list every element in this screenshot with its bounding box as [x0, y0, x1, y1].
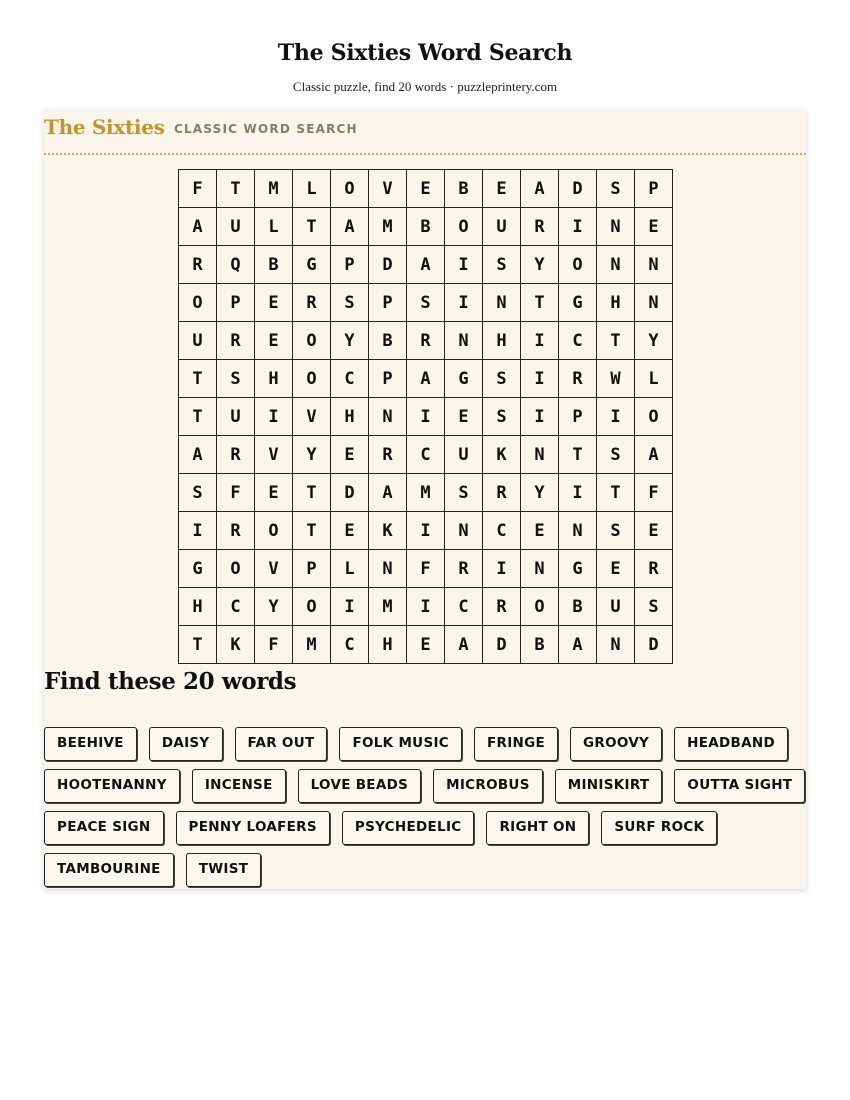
grid-cell[interactable]: P	[369, 284, 407, 322]
word-chip: OUTTA SIGHT	[674, 769, 805, 803]
grid-cell[interactable]: H	[179, 588, 217, 626]
grid-row	[179, 550, 673, 588]
grid-cell[interactable]: N	[597, 208, 635, 246]
grid-cell[interactable]: R	[483, 588, 521, 626]
grid-cell[interactable]: S	[483, 360, 521, 398]
grid-cell[interactable]: B	[369, 322, 407, 360]
grid-cell[interactable]: M	[369, 588, 407, 626]
grid-cell[interactable]: T	[597, 322, 635, 360]
grid-cell[interactable]: I	[521, 360, 559, 398]
grid-cell[interactable]: I	[483, 550, 521, 588]
grid-cell[interactable]: S	[597, 436, 635, 474]
grid-cell[interactable]: N	[369, 550, 407, 588]
word-chip: FOLK MUSIC	[339, 727, 462, 761]
grid-cell[interactable]: F	[635, 474, 673, 512]
grid-cell[interactable]: V	[255, 436, 293, 474]
grid-cell[interactable]: E	[255, 474, 293, 512]
grid-cell[interactable]: W	[597, 360, 635, 398]
grid-cell[interactable]: E	[255, 284, 293, 322]
grid-cell[interactable]: M	[407, 474, 445, 512]
grid-cell[interactable]: I	[521, 398, 559, 436]
grid-cell[interactable]: A	[635, 436, 673, 474]
grid-cell[interactable]: U	[217, 398, 255, 436]
grid-cell[interactable]: C	[559, 322, 597, 360]
grid-cell[interactable]: B	[521, 626, 559, 664]
grid-cell[interactable]: E	[483, 170, 521, 208]
grid-cell[interactable]: E	[255, 322, 293, 360]
grid-cell[interactable]: N	[445, 512, 483, 550]
word-chip: TWIST	[186, 853, 262, 887]
grid-cell[interactable]: E	[331, 436, 369, 474]
grid-cell[interactable]: R	[293, 284, 331, 322]
grid-cell[interactable]: O	[217, 550, 255, 588]
grid-cell[interactable]: O	[293, 360, 331, 398]
grid-cell[interactable]: C	[483, 512, 521, 550]
grid-cell[interactable]: Q	[217, 246, 255, 284]
grid-cell[interactable]: Y	[521, 246, 559, 284]
grid-cell[interactable]: B	[445, 170, 483, 208]
grid-cell[interactable]: A	[369, 474, 407, 512]
word-list	[44, 727, 806, 887]
grid-cell[interactable]: E	[445, 398, 483, 436]
word-chip: MICROBUS	[433, 769, 543, 803]
grid-cell[interactable]: B	[255, 246, 293, 284]
grid-cell[interactable]: S	[597, 170, 635, 208]
grid-cell[interactable]: V	[293, 398, 331, 436]
word-list-heading: Find these 20 words	[44, 668, 297, 695]
grid-cell[interactable]: F	[407, 550, 445, 588]
grid-cell[interactable]: N	[559, 512, 597, 550]
grid-cell[interactable]: P	[559, 398, 597, 436]
grid-cell[interactable]: R	[217, 512, 255, 550]
grid-cell[interactable]: O	[331, 170, 369, 208]
word-chip: PENNY LOAFERS	[176, 811, 330, 845]
grid-cell[interactable]: T	[293, 474, 331, 512]
grid-cell[interactable]: Y	[293, 436, 331, 474]
grid-row	[179, 208, 673, 246]
grid-cell[interactable]: Y	[255, 588, 293, 626]
grid-cell[interactable]: Y	[635, 322, 673, 360]
grid-cell[interactable]: E	[635, 208, 673, 246]
letter-grid	[178, 169, 673, 664]
grid-cell[interactable]: V	[369, 170, 407, 208]
grid-cell[interactable]: U	[597, 588, 635, 626]
grid-cell[interactable]: O	[293, 588, 331, 626]
grid-cell[interactable]: P	[331, 246, 369, 284]
grid-cell[interactable]: I	[255, 398, 293, 436]
grid-cell[interactable]: I	[521, 322, 559, 360]
grid-cell[interactable]: Y	[521, 474, 559, 512]
grid-cell[interactable]: R	[559, 360, 597, 398]
grid-cell[interactable]: R	[521, 208, 559, 246]
grid-cell[interactable]: T	[521, 284, 559, 322]
grid-cell[interactable]: H	[597, 284, 635, 322]
grid-row	[179, 170, 673, 208]
grid-cell[interactable]: P	[217, 284, 255, 322]
grid-cell[interactable]: S	[179, 474, 217, 512]
grid-cell[interactable]: E	[331, 512, 369, 550]
panel-header	[44, 109, 806, 155]
grid-cell[interactable]: U	[445, 436, 483, 474]
grid-row	[179, 474, 673, 512]
grid-cell[interactable]: E	[635, 512, 673, 550]
grid-cell[interactable]: P	[293, 550, 331, 588]
grid-row	[179, 398, 673, 436]
grid-cell[interactable]: O	[521, 588, 559, 626]
grid-cell[interactable]: N	[635, 246, 673, 284]
word-chip: FAR OUT	[235, 727, 328, 761]
word-chip: MINISKIRT	[555, 769, 663, 803]
grid-cell[interactable]: P	[635, 170, 673, 208]
grid-cell[interactable]: F	[179, 170, 217, 208]
grid-cell[interactable]: A	[521, 170, 559, 208]
grid-cell[interactable]: C	[331, 360, 369, 398]
grid-cell[interactable]: V	[255, 550, 293, 588]
grid-cell[interactable]: N	[521, 550, 559, 588]
grid-row	[179, 360, 673, 398]
grid-cell[interactable]: L	[293, 170, 331, 208]
grid-cell[interactable]: E	[521, 512, 559, 550]
grid-cell[interactable]: I	[407, 398, 445, 436]
grid-cell[interactable]: E	[407, 170, 445, 208]
grid-cell[interactable]: R	[445, 550, 483, 588]
grid-row	[179, 626, 673, 664]
grid-cell[interactable]: D	[369, 246, 407, 284]
grid-cell[interactable]: A	[407, 360, 445, 398]
grid-cell[interactable]: O	[445, 208, 483, 246]
grid-cell[interactable]: I	[445, 246, 483, 284]
word-chip: FRINGE	[474, 727, 558, 761]
grid-cell[interactable]: D	[331, 474, 369, 512]
grid-cell[interactable]: S	[483, 398, 521, 436]
grid-cell[interactable]: N	[483, 284, 521, 322]
grid-row	[179, 322, 673, 360]
word-chip: GROOVY	[570, 727, 662, 761]
grid-cell[interactable]: R	[635, 550, 673, 588]
grid-cell[interactable]: R	[179, 246, 217, 284]
grid-cell[interactable]: G	[179, 550, 217, 588]
grid-cell[interactable]: O	[559, 246, 597, 284]
grid-cell[interactable]: F	[217, 474, 255, 512]
grid-cell[interactable]: I	[445, 284, 483, 322]
grid-cell[interactable]: A	[179, 208, 217, 246]
grid-cell[interactable]: N	[597, 246, 635, 284]
grid-cell[interactable]: I	[179, 512, 217, 550]
grid-cell[interactable]: O	[255, 512, 293, 550]
grid-cell[interactable]: I	[331, 588, 369, 626]
page-subtitle: Classic puzzle, find 20 words · puzzleprintery.com	[292, 79, 558, 94]
grid-cell[interactable]: T	[179, 398, 217, 436]
grid-cell[interactable]: R	[217, 322, 255, 360]
grid-cell[interactable]: N	[635, 284, 673, 322]
grid-cell[interactable]: N	[597, 626, 635, 664]
grid-cell[interactable]: U	[483, 208, 521, 246]
grid-cell[interactable]: T	[179, 626, 217, 664]
grid-cell[interactable]: S	[635, 588, 673, 626]
grid-cell[interactable]: E	[407, 626, 445, 664]
grid-cell[interactable]: C	[217, 588, 255, 626]
grid-cell[interactable]: O	[293, 322, 331, 360]
grid-cell[interactable]: H	[483, 322, 521, 360]
grid-cell[interactable]: L	[331, 550, 369, 588]
grid-cell[interactable]: K	[217, 626, 255, 664]
word-chip: HEADBAND	[674, 727, 788, 761]
grid-cell[interactable]: K	[483, 436, 521, 474]
grid-cell[interactable]: U	[217, 208, 255, 246]
grid-cell[interactable]: S	[407, 284, 445, 322]
grid-cell[interactable]: A	[331, 208, 369, 246]
grid-row	[179, 284, 673, 322]
grid-cell[interactable]: F	[255, 626, 293, 664]
grid-cell[interactable]: T	[597, 474, 635, 512]
grid-cell[interactable]: L	[635, 360, 673, 398]
grid-row	[179, 512, 673, 550]
grid-cell[interactable]: L	[255, 208, 293, 246]
grid-cell[interactable]: T	[293, 208, 331, 246]
grid-cell[interactable]: R	[369, 436, 407, 474]
grid-cell[interactable]: B	[559, 588, 597, 626]
grid-cell[interactable]: B	[407, 208, 445, 246]
theme-title: The Sixties	[44, 115, 165, 139]
word-chip: PSYCHEDELIC	[342, 811, 475, 845]
grid-row	[179, 588, 673, 626]
grid-cell[interactable]: T	[179, 360, 217, 398]
grid-row	[179, 246, 673, 284]
grid-cell[interactable]: I	[559, 208, 597, 246]
word-chip: INCENSE	[192, 769, 286, 803]
word-chip: DAISY	[149, 727, 223, 761]
grid-cell[interactable]: H	[255, 360, 293, 398]
grid-cell[interactable]: M	[369, 208, 407, 246]
grid-cell[interactable]: D	[635, 626, 673, 664]
grid-cell[interactable]: T	[559, 436, 597, 474]
grid-cell[interactable]: S	[217, 360, 255, 398]
grid-cell[interactable]: C	[407, 436, 445, 474]
grid-cell[interactable]: C	[445, 588, 483, 626]
grid-cell[interactable]: N	[521, 436, 559, 474]
grid-cell[interactable]: M	[293, 626, 331, 664]
grid-cell[interactable]: R	[483, 474, 521, 512]
grid-cell[interactable]: G	[445, 360, 483, 398]
grid-cell[interactable]: G	[559, 284, 597, 322]
grid-cell[interactable]: O	[635, 398, 673, 436]
grid-cell[interactable]: P	[369, 360, 407, 398]
grid-cell[interactable]: S	[483, 246, 521, 284]
grid-cell[interactable]: S	[331, 284, 369, 322]
grid-cell[interactable]: R	[217, 436, 255, 474]
word-chip: PEACE SIGN	[44, 811, 164, 845]
word-chip: SURF ROCK	[601, 811, 717, 845]
grid-cell[interactable]: S	[445, 474, 483, 512]
grid-cell[interactable]: H	[331, 398, 369, 436]
grid-cell[interactable]: M	[255, 170, 293, 208]
grid-cell[interactable]: Y	[331, 322, 369, 360]
grid-cell[interactable]: D	[559, 170, 597, 208]
grid-cell[interactable]: H	[369, 626, 407, 664]
grid-cell[interactable]: S	[597, 512, 635, 550]
grid-cell[interactable]: G	[293, 246, 331, 284]
puzzle-type-label: CLASSIC WORD SEARCH	[174, 122, 358, 136]
word-chip: RIGHT ON	[486, 811, 589, 845]
grid-cell[interactable]: I	[597, 398, 635, 436]
word-chip: HOOTENANNY	[44, 769, 180, 803]
grid-cell[interactable]: A	[559, 626, 597, 664]
grid-cell[interactable]: O	[179, 284, 217, 322]
puzzle-panel	[44, 109, 806, 889]
word-chip: BEEHIVE	[44, 727, 137, 761]
grid-cell[interactable]: N	[445, 322, 483, 360]
page-title: The Sixties Word Search	[277, 40, 573, 66]
word-chip: LOVE BEADS	[298, 769, 422, 803]
grid-cell[interactable]: K	[369, 512, 407, 550]
grid-cell[interactable]: A	[179, 436, 217, 474]
grid-cell[interactable]: I	[407, 512, 445, 550]
grid-cell[interactable]: T	[293, 512, 331, 550]
grid-cell[interactable]: I	[559, 474, 597, 512]
grid-cell[interactable]: U	[179, 322, 217, 360]
word-chip: TAMBOURINE	[44, 853, 174, 887]
grid-cell[interactable]: A	[407, 246, 445, 284]
grid-cell[interactable]: N	[369, 398, 407, 436]
grid-cell[interactable]: I	[407, 588, 445, 626]
grid-cell[interactable]: D	[483, 626, 521, 664]
grid-row	[179, 436, 673, 474]
grid-cell[interactable]: G	[559, 550, 597, 588]
grid-cell[interactable]: C	[331, 626, 369, 664]
grid-cell[interactable]: E	[597, 550, 635, 588]
grid-cell[interactable]: T	[217, 170, 255, 208]
grid-cell[interactable]: R	[407, 322, 445, 360]
grid-cell[interactable]: A	[445, 626, 483, 664]
